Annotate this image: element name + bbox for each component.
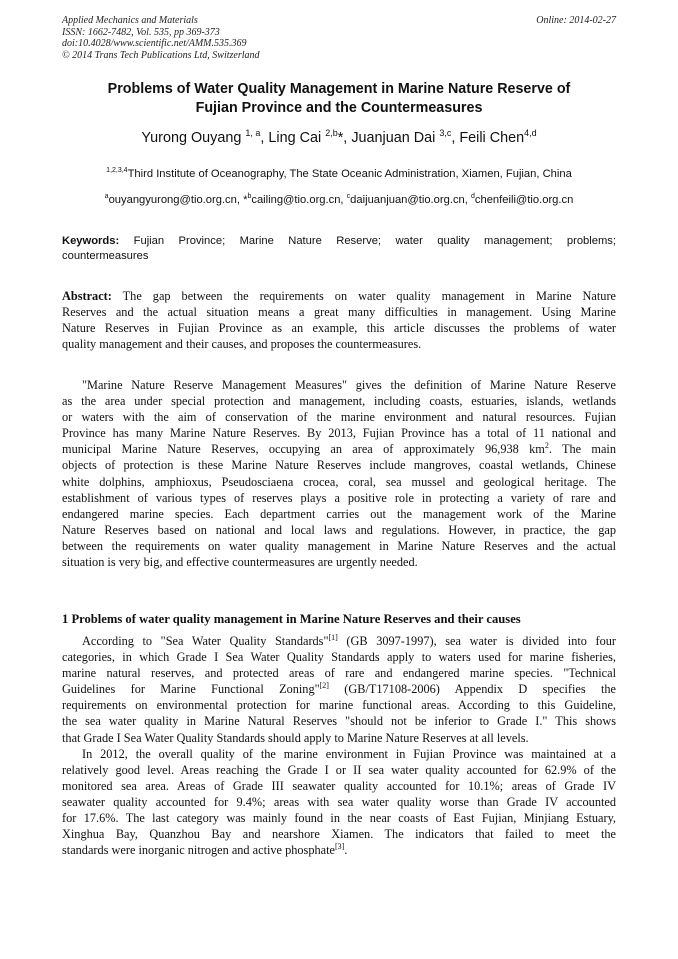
author-name: Feili Chen	[459, 130, 525, 146]
abstract-text: Nature Reserves in Fujian Province as an example, this article discusses the problems of water	[62, 321, 616, 336]
author-affil-mark: 4,d	[524, 128, 537, 138]
affiliation	[62, 167, 616, 181]
citation-ref: [2]	[319, 681, 329, 691]
email: cailing@tio.org.cn,	[251, 194, 347, 206]
body-line: categories, in which Grade I Sea Water Quality Standards apply to waters used for marine fisheries,	[62, 650, 616, 665]
keywords-label: Keywords:	[62, 235, 120, 247]
body-line: (GB 3097-1997), sea water is divided into four	[337, 634, 617, 648]
body-line: standards were inorganic nitrogen and active phosphate	[62, 843, 335, 858]
author-name: Ling Cai	[268, 130, 322, 146]
affiliation-text: Third Institute of Oceanography, The State Oceanic Administration, Xiamen, Fujian, China	[127, 168, 572, 180]
abstract-block	[62, 288, 616, 352]
body-line: as the area under special protection and management, including coasts, estuaries, islands, wetlands	[62, 394, 616, 409]
paper-title	[62, 80, 616, 118]
body-line: that Grade I Sea Water Quality Standards should apply to Marine Nature Reserves at all levels.	[62, 730, 529, 745]
email-mark: b	[247, 193, 252, 200]
body-line: marine natural reserves, and protected areas of rare and endangered marine species. "Technical	[62, 666, 616, 681]
copyright-info: © 2014 Trans Tech Publications Ltd, Switzerland	[62, 49, 260, 61]
body-line: between the requirements on water quality management in Marine Nature Reserves and the actual	[62, 538, 616, 553]
superscript: 2	[544, 441, 549, 451]
author-name: Yurong Ouyang	[141, 130, 242, 146]
author-separator: ,	[451, 130, 460, 146]
body-line: "Marine Nature Reserve Management Measures" gives the definition of Marine Nature Reserve	[82, 378, 616, 392]
body-line: relatively good level. Areas reaching the Grade I or II sea water quality accounted for 62.9% of the	[62, 762, 616, 777]
body-line: .	[344, 843, 348, 858]
email: daijuanjuan@tio.org.cn,	[350, 194, 471, 206]
abstract-text: quality management and their causes, and proposes the countermeasures.	[62, 337, 422, 352]
body-line: situation is very big, and effective countermeasures are urgently needed.	[62, 555, 418, 570]
body-line: In 2012, the overall quality of the marine environment in Fujian Province was maintained at a	[82, 746, 616, 761]
section-heading: 1 Problems of water quality management in Marine Nature Reserves and their causes	[62, 612, 521, 626]
citation-ref: [3]	[334, 842, 345, 852]
body-line: monitored sea area. Areas of Grade III seawater quality accounted for 10.1%; areas of Grade IV	[62, 778, 616, 793]
title-line: Problems of Water Quality Management in Marine Nature Reserve of	[107, 81, 571, 97]
body-line: Province has many Marine Nature Reserves. By 2013, Fujian Province has a total of 11 national and	[62, 426, 616, 441]
keywords-block	[62, 234, 616, 264]
body-line: establishment of various types of reserves plays a positive role in protecting a variety of rare and	[62, 490, 616, 505]
body-line: or waters with the aim of conservation of the marine environment and natural resources. Fujian	[62, 410, 616, 425]
doi-info: doi:10.4028/www.scientific.net/AMM.535.369	[62, 38, 247, 50]
email-mark: a	[104, 193, 109, 200]
section-body	[62, 633, 616, 858]
body-line: white dolphins, amphioxus, Pseudosciaena crocea, coral, sea mussel and geological heritage. The	[62, 474, 616, 489]
issn-info: ISSN: 1662-7482, Vol. 535, pp 369-373	[62, 26, 220, 38]
body-line: Guidelines for Marine Functional Zoning"	[62, 682, 320, 697]
author-name: Juanjuan Dai	[351, 130, 436, 146]
journal-header	[62, 15, 616, 61]
author-affil-mark: 2,b	[325, 128, 338, 138]
author-separator: ,	[260, 130, 269, 146]
keywords-text: countermeasures	[62, 250, 149, 262]
body-line: seawater quality accounted for 9.4%; areas with sea water quality worse than Grade IV accounted	[62, 794, 616, 809]
body-line: municipal Marine Nature Reserves, occupying an area of approximately 96,938 km	[62, 442, 545, 457]
body-line: . The main	[548, 442, 616, 457]
online-date: Online: 2014-02-27	[536, 15, 616, 26]
body-line: for 17.6%. The last category was mainly found in the near coasts of East Fujian, Minjiang Estuary,	[62, 811, 616, 826]
author-affil-mark: 1, a	[245, 128, 261, 138]
journal-name: Applied Mechanics and Materials	[62, 15, 198, 26]
email-mark: d	[470, 193, 475, 200]
abstract-text: The gap between the requirements on water quality management in Marine Nature	[122, 289, 616, 303]
body-line: the sea water quality in Marine Natural Reserves "should not be inferior to Grade I." This shows	[62, 714, 616, 729]
body-line: endangered marine species. Each department carries out the management work of the Marine	[62, 506, 616, 521]
body-line: objects of protection is these Marine Nature Reserves include mangroves, coastal wetlands, Chinese	[62, 458, 616, 473]
body-line: (GB/T17108-2006) Appendix D specifies the	[328, 682, 616, 697]
abstract-label: Abstract:	[62, 289, 112, 303]
author-affil-mark: 3,c	[439, 128, 452, 138]
author-separator: *,	[337, 130, 352, 146]
email: chenfeili@tio.org.cn	[474, 194, 574, 206]
citation-ref: [1]	[328, 633, 338, 642]
keywords-text: Fujian Province; Marine Nature Reserve; water quality management; problems;	[133, 235, 616, 247]
author-list	[62, 128, 616, 148]
body-line: Xinghua Bay, Quanzhou Bay and nearshore Xiamen. The indicators that failed to meet the	[62, 827, 616, 842]
body-line: According to "Sea Water Quality Standards"	[82, 634, 329, 648]
email-list	[62, 193, 616, 207]
email-mark: c	[346, 193, 351, 200]
email: ouyangyurong@tio.org.cn, *	[108, 194, 248, 206]
abstract-text: Reserves and the actual situation means a great many difficulties in management. Using Marine	[62, 305, 616, 320]
body-line: requirements on environmental protection for marine functional areas. According to this Guideline,	[62, 698, 616, 713]
title-line: Fujian Province and the Countermeasures	[195, 100, 483, 116]
affiliation-mark: 1,2,3,4	[106, 167, 128, 174]
body-line: Nature Reserves based on national and local laws and regulations. However, in practice, the gap	[62, 522, 616, 537]
intro-paragraph	[62, 377, 616, 570]
